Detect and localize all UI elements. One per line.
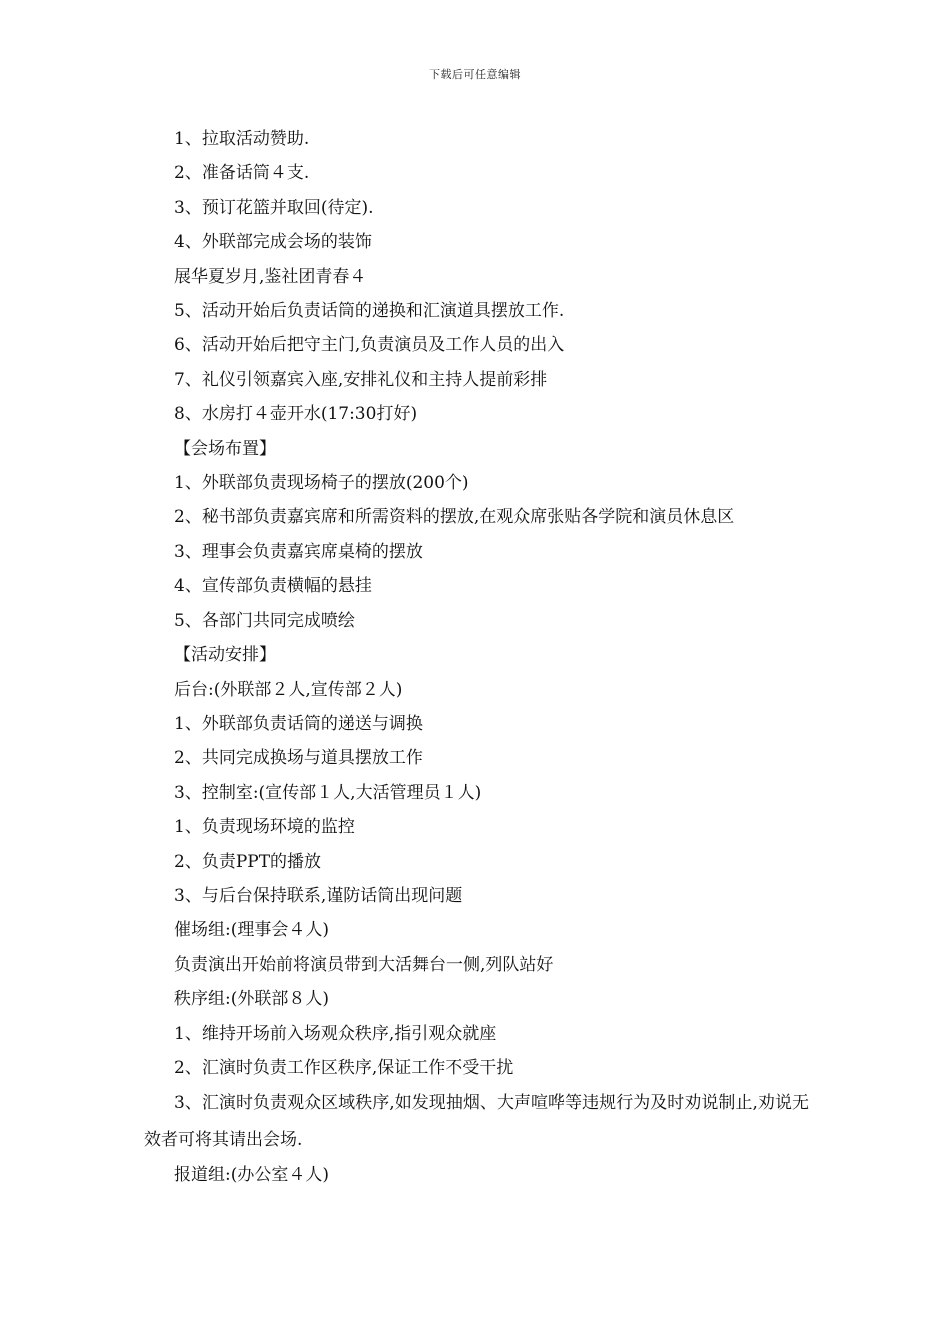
page-header: 下载后可任意编辑 <box>429 68 521 81</box>
paragraph: 8、水房打４壶开水(17:30打好) <box>174 404 418 425</box>
paragraph: 2、准备话筒４支. <box>174 163 310 184</box>
paragraph: 3、汇演时负责观众区域秩序,如发现抽烟、大声喧哗等违规行为及时劝说制止,劝说无效者可将其请出会场. <box>144 1093 809 1150</box>
paragraph: 负责演出开始前将演员带到大活舞台一侧,列队站好 <box>174 954 554 975</box>
paragraph: 3、控制室:(宣传部１人,大活管理员１人) <box>174 782 482 803</box>
paragraph: 后台:(外联部２人,宣传部２人) <box>174 679 403 700</box>
document-body <box>144 122 809 1193</box>
paragraph: 3、与后台保持联系,谨防话筒出现问题 <box>174 885 463 906</box>
paragraph: 6、活动开始后把守主门,负责演员及工作人员的出入 <box>174 335 565 356</box>
paragraph: 催场组:(理事会４人) <box>174 920 329 941</box>
paragraph: 1、外联部负责现场椅子的摆放(200个) <box>174 473 469 494</box>
section-heading: 【会场布置】 <box>174 438 276 459</box>
paragraph: 2、汇演时负责工作区秩序,保证工作不受干扰 <box>174 1057 514 1078</box>
paragraph: 3、理事会负责嘉宾席桌椅的摆放 <box>174 541 423 562</box>
paragraph: 5、活动开始后负责话筒的递换和汇演道具摆放工作. <box>174 301 565 322</box>
paragraph: 1、维持开场前入场观众秩序,指引观众就座 <box>174 1023 497 1044</box>
paragraph: 1、拉取活动赞助. <box>174 129 310 149</box>
paragraph: 1、外联部负责话筒的递送与调换 <box>174 713 423 734</box>
paragraph: 2、共同完成换场与道具摆放工作 <box>174 748 423 769</box>
paragraph: 1、负责现场环境的监控 <box>174 817 355 838</box>
paragraph: 5、各部门共同完成喷绘 <box>174 610 355 631</box>
paragraph: 展华夏岁月,鉴社团青春４ <box>174 266 367 287</box>
paragraph: 7、礼仪引领嘉宾入座,安排礼仪和主持人提前彩排 <box>174 369 548 390</box>
section-heading: 【活动安排】 <box>174 645 276 666</box>
paragraph: 2、秘书部负责嘉宾席和所需资料的摆放,在观众席张贴各学院和演员休息区 <box>174 507 735 528</box>
paragraph: 秩序组:(外联部８人) <box>174 989 329 1010</box>
paragraph: 报道组:(办公室４人) <box>174 1165 329 1186</box>
paragraph: 4、宣传部负责横幅的悬挂 <box>174 576 372 597</box>
paragraph: 3、预订花篮并取回(待定). <box>174 197 374 218</box>
paragraph: 2、负责PPT的播放 <box>174 851 322 872</box>
paragraph: 4、外联部完成会场的装饰 <box>174 232 372 253</box>
